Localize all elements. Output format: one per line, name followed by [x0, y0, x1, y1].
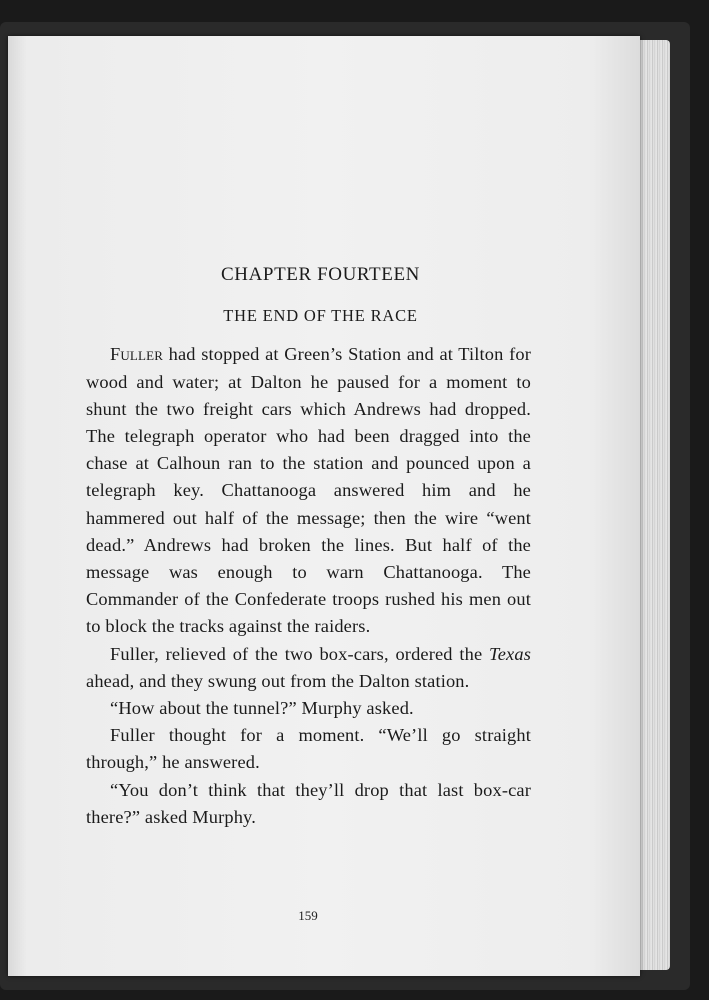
paragraph-3: “How about the tunnel?” Murphy asked. — [110, 698, 414, 719]
paragraph-2 — [86, 641, 531, 695]
paragraph-lead-word: Fuller — [110, 344, 164, 365]
paragraph-1 — [86, 341, 531, 640]
page-number: 159 — [298, 908, 318, 923]
text-block — [86, 261, 531, 831]
italic-word: Texas — [489, 643, 531, 664]
section-title: THE END OF THE RACE — [223, 306, 418, 326]
paragraph-4: Fuller thought for a moment. “We’ll go straight through,” he answered. — [86, 725, 531, 773]
chapter-title: CHAPTER FOURTEEN — [221, 264, 420, 285]
paragraph-5: “You don’t think that they’ll drop that last box-car there?” asked Murphy. — [86, 779, 531, 827]
book-page — [8, 36, 640, 976]
paragraph-text: Fuller, relieved of the two box-cars, ordered the — [110, 643, 490, 664]
paragraph-text: ahead, and they swung out from the Dalton station. — [86, 670, 470, 691]
paragraph-text: had stopped at Green’s Station and at Tilton for wood and water; at Dalton he paused for a moment to shunt the two freight cars which Andrews had dropped. The telegraph operator who had been dragged into the chase at Calhoun ran to the station and pounced upon a telegraph key. Chattanooga answered him and he hammered out half of the message; then the wire “went dead.” Andrews had broken the lines. But half of the message was enough to warn Chattanooga. The Commander of the Confederate troops rushed his men out to block the tracks against the raiders. — [86, 344, 531, 637]
